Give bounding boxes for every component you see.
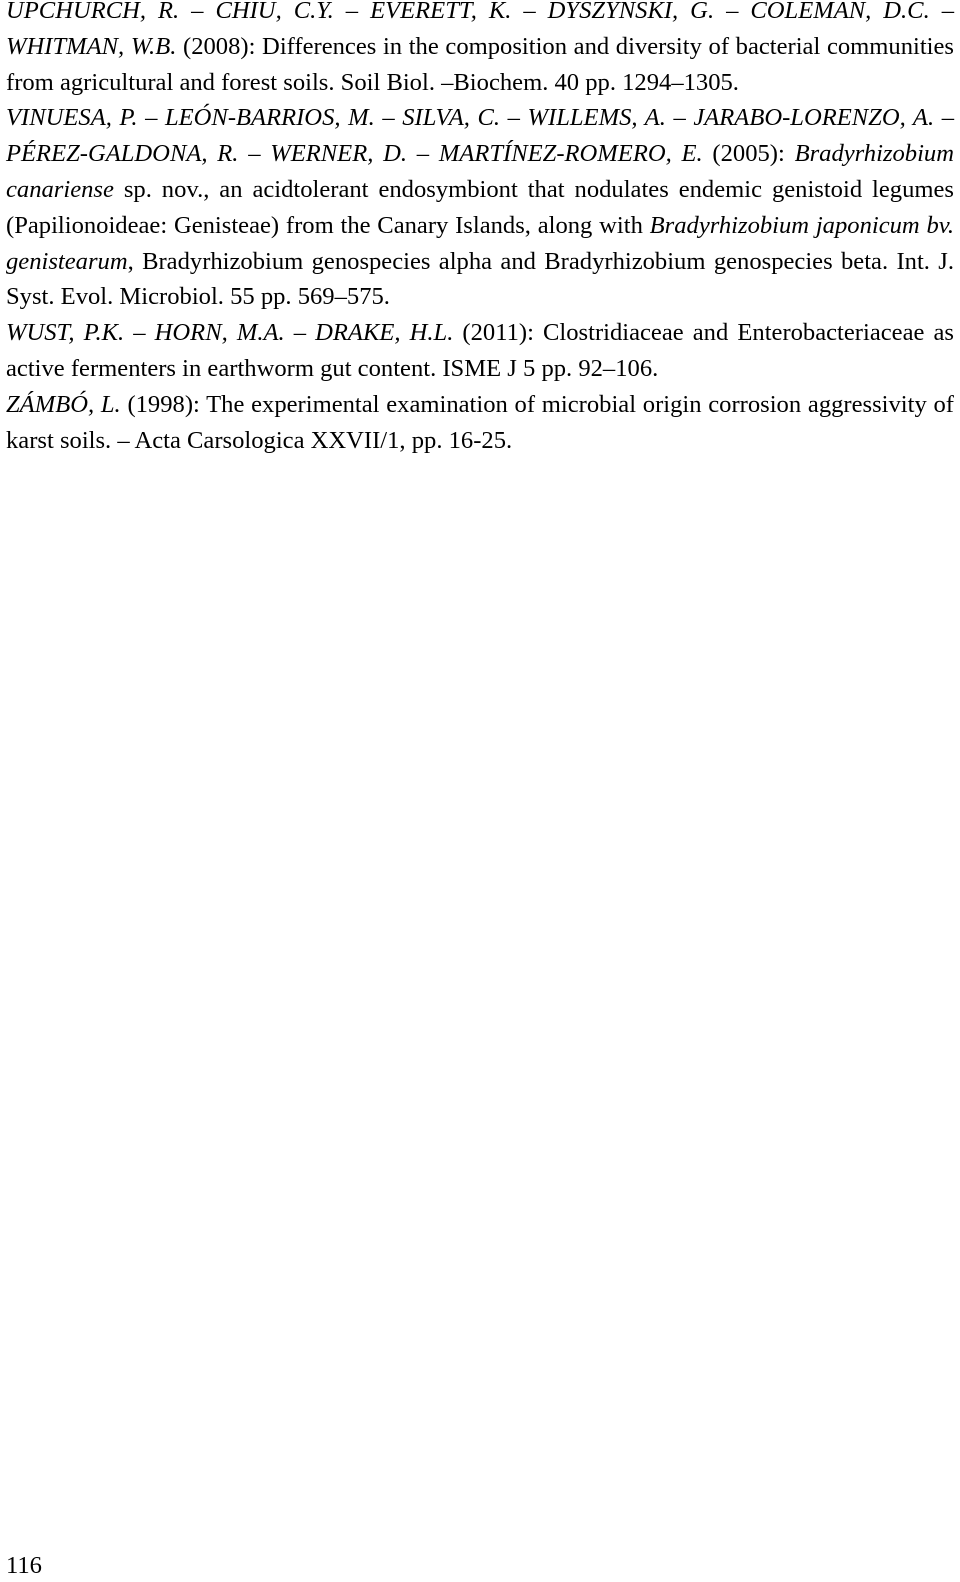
reference-zambo-1998 (6, 387, 954, 459)
reference-authors: UPCHURCH, R. – CHIU, C.Y. – EVERETT, K. – DYSZYNSKI, G. – COLEMAN, D.C. – WHITMAN, W.B. (6, 0, 954, 60)
reference-body: (1998): The experimental examination of microbial origin corrosion aggressivity of karst soils. – Acta Carsologica XXVII/1, pp. 16-25. (6, 390, 954, 454)
reference-body: sp. nov., an acidtolerant endosymbiont that nodulates endemic genistoid legumes (Papilionoideae: Genisteae) from the Canary Islands, along with (6, 175, 954, 239)
reference-authors: WUST, P.K. – HORN, M.A. – DRAKE, H.L. (6, 319, 454, 347)
reference-upchurch-2008 (6, 0, 954, 100)
reference-year: (2005): (702, 140, 795, 168)
reference-taxon-italic: Bradyrhizobium japonicum bv. genistearum (6, 211, 954, 275)
reference-authors: ZÁMBÓ, L. (6, 390, 121, 418)
reference-body: (2008): Differences in the composition and diversity of bacterial communities from agricultural and forest soils. Soil Biol. –Biochem. 40 pp. 1294–1305. (6, 32, 954, 96)
reference-taxon-italic: Bradyrhizobium canariense (6, 140, 954, 203)
reference-vinuesa-2005 (6, 100, 954, 315)
reference-list (6, 0, 954, 458)
reference-body: , Bradyrhizobium genospecies alpha and Bradyrhizobium genospecies beta. Int. J. Syst. Evol. Microbiol. 55 pp. 569–575. (6, 247, 954, 311)
reference-authors: VINUESA, P. – LEÓN-BARRIOS, M. – SILVA, C. – WILLEMS, A. – JARABO-LORENZO, A. – PÉREZ-GALDONA, R. – WERNER, D. – MARTÍNEZ-ROMERO, E. (6, 104, 954, 168)
reference-wust-2011 (6, 315, 954, 387)
reference-body: (2011): Clostridiaceae and Enterobacteriaceae as active fermenters in earthworm gut content. ISME J 5 pp. 92–106. (6, 319, 954, 382)
page-number: 116 (6, 1552, 42, 1579)
